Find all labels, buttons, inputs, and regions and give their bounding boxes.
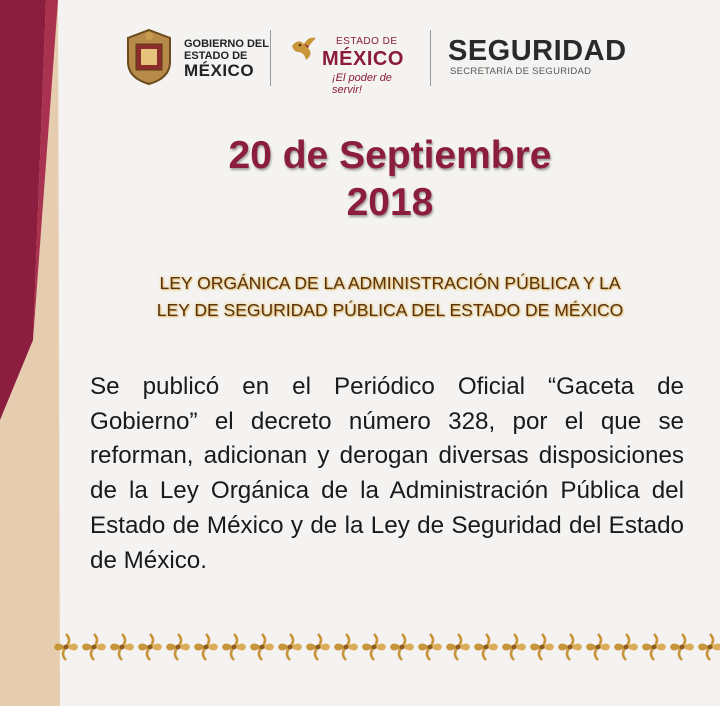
motto-text: ¡El poder de servir! xyxy=(332,72,392,96)
seguridad-subtitle: SECRETARÍA DE SEGURIDAD xyxy=(450,66,592,77)
state-seal-icon xyxy=(124,28,174,86)
seguridad-title: SEGURIDAD xyxy=(448,35,627,67)
header-divider xyxy=(430,30,431,86)
left-decorative-ribbon xyxy=(0,0,60,706)
gobierno-estado-mexico-logo-text xyxy=(184,38,269,80)
law-title xyxy=(60,270,720,324)
header-divider xyxy=(270,30,271,86)
hummingbird-icon xyxy=(288,32,322,64)
ornamental-border xyxy=(52,630,720,664)
date-line1: 20 de Septiembre xyxy=(228,134,552,177)
mexico-text: MÉXICO xyxy=(322,48,404,70)
estado-de-mexico-logo xyxy=(288,26,418,96)
date-line2: 2018 xyxy=(346,181,434,224)
body-paragraph: Se publicó en el Periódico Oficial “Gaceta de Gobierno” el decreto número 328, por el que se reforman, adicionan y derogan diversas disposiciones de la Ley Orgánica de la Administración Pública del Estado de México y de la Ley de Seguridad del Estado de México. xyxy=(90,373,684,574)
seguridad-logo xyxy=(448,36,627,77)
gobierno-line2: ESTADO DE xyxy=(184,50,248,62)
date-title xyxy=(60,132,720,226)
law-title-line1: LEY ORGÁNICA DE LA ADMINISTRACIÓN PÚBLICA Y LA xyxy=(159,273,621,293)
gobierno-line3: MÉXICO xyxy=(184,61,255,80)
gobierno-line1: GOBIERNO DEL xyxy=(184,38,269,50)
estado-de-text: ESTADO DE xyxy=(336,36,398,47)
law-title-line2: LEY DE SEGURIDAD PÚBLICA DEL ESTADO DE MÉXICO xyxy=(156,300,624,320)
header-logos xyxy=(118,24,678,96)
